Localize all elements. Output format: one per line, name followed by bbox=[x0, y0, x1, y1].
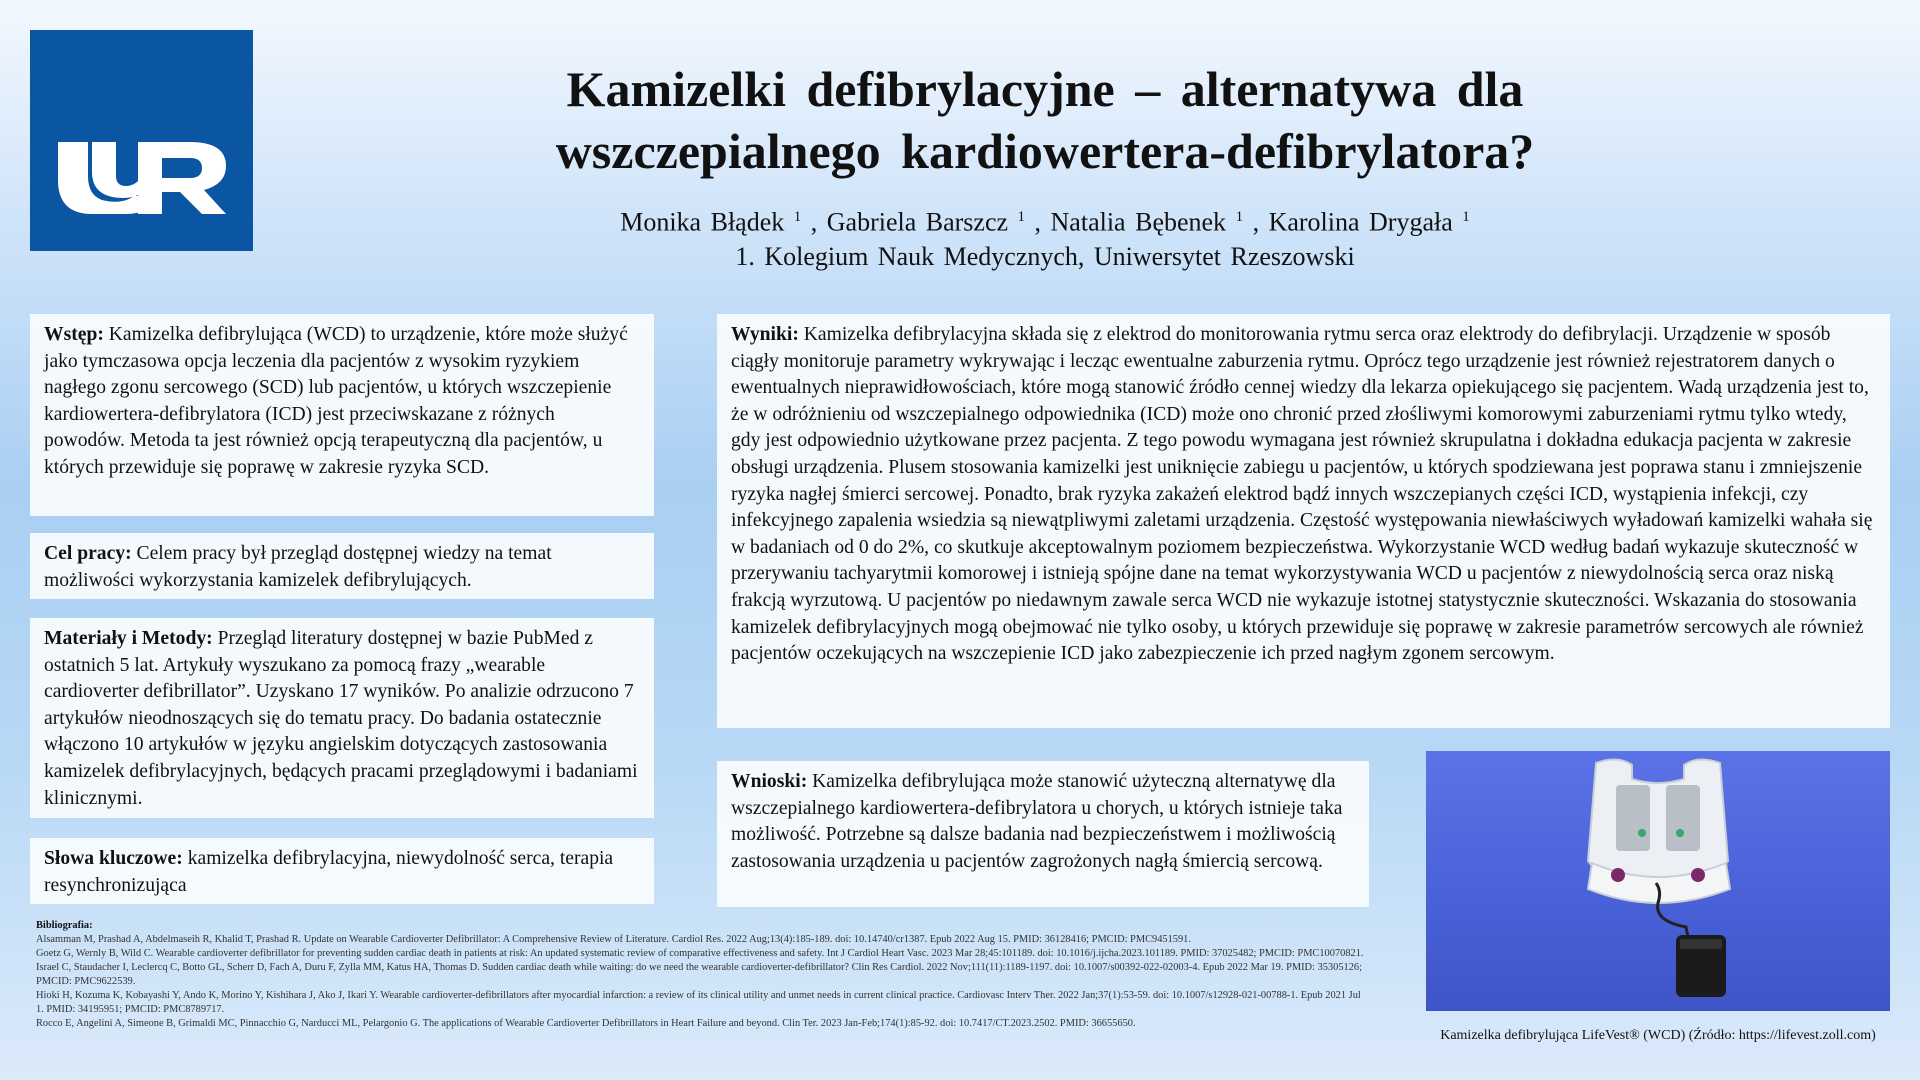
title-line-2: wszczepialnego kardiowertera-defibrylatora? bbox=[555, 123, 1535, 179]
methods-text: Przegląd literatury dostępnej w bazie PubMed z ostatnich 5 lat. Artykuły wyszukano za pomocą frazy „wearable cardioverter defibrillator”. Uzyskano 17 wyników. Po analizie odrzucono 7 artykułów nieodnoszących się do tematu pracy. Do badania ostatecznie włączono 10 artykułów w języku angielskim dotyczących zastosowania kamizelek defibrylacyjnych, będących pracami przeglądowymi i badaniami klinicznymi. bbox=[44, 628, 638, 809]
bibliography-item: Hioki H, Kozuma K, Kobayashi Y, Ando K, Morino Y, Kishihara J, Ako J, Ikari Y. Wearable cardioverter-defibrillators after myocardial infarction: a review of its clinical utility and unmet needs in current clinical practice. Cardiovasc Interv Ther. 2022 Jan;37(1):53-59. doi: 10.1007/s12928-021-00788-1. Epub 2021 Jul 1. PMID: 34195951; PMCID: PMC8789717. bbox=[36, 990, 1361, 1015]
aim-section bbox=[30, 533, 654, 599]
results-text: Kamizelka defibrylacyjna składa się z elektrod do monitorowania rytmu serca oraz elektrody do defibrylacji. Urządzenie w sposób ciągły monitoruje parametry wykrywając i lecząc ewentualne zaburzenia rytmu. Oprócz tego urządzenie jest również rejestratorem danych o ewentualnych nieprawidłowościach, które mogą stanowić źródło cennej wiedzy dla lekarza opiekującego się pacjentem. Wadą urządzenia jest to, że w odróżnieniu od wszczepialnego odpowiednika (ICD) może ono chronić przed złośliwymi komorowymi zaburzeniami rytmu tylko wtedy, gdy jest odpowiednio użytkowane przez pacjenta. Z tego powodu wymagana jest również skrupulatna i dokładna edukacja pacjenta w zakresie obsługi urządzenia. Plusem stosowania kamizelki jest uniknięcie zabiegu u pacjentów, u których spodziewana jest poprawa stanu i zmniejszenie ryzyka nagłej śmierci sercowej. Ponadto, brak ryzyka zakażeń elektrod bądź innych wszczepianych części ICD, wystąpienia infekcji, czy infekcyjnego zapalenia wsiedzia są niewątpliwymi zaletami urządzenia. Częstość występowania niewłaściwych wyładowań kamizelki wahała się w badaniach od 0 do 2%, co skutkuje akceptowalnym poziomem bezpieczeństwa. Wykorzystanie WCD według badań wykazuje skuteczność w przerywaniu tachyarytmii komorowej i istnieją spójne dane na temat wykorzystywania WCD u pacjentów z niewydolnością serca oraz niską frakcją wyrzutową. U pacjentów po niedawnym zawale serca WCD nie wykazuje istotnej statystycznie skuteczności. Wskazania do stosowania kamizelek defibrylacyjnych mogą obejmować nie tylko osoby, u których przewiduje się poprawę w zakresie parametrów sercowych ale również pacjentów oczekujących na wszczepienie ICD jako zabezpieczenie ich przed nagłym zgonem sercowym. bbox=[731, 324, 1873, 665]
bibliography-item: Alsamman M, Prashad A, Abdelmaseih R, Khalid T, Prashad R. Update on Wearable Cardioverter Defibrillator: A Comprehensive Review of Literature. Cardiol Res. 2022 Aug;13(4):185-189. doi: 10.14740/cr1387. Epub 2022 Aug 15. PMID: 36128416; PMCID: PMC9451591. bbox=[36, 934, 1191, 945]
results-section bbox=[717, 314, 1890, 728]
methods-section bbox=[30, 618, 654, 818]
aim-heading: Cel pracy: bbox=[44, 543, 132, 564]
affiliation-mark: 1 bbox=[1462, 209, 1470, 225]
conclusions-heading: Wnioski: bbox=[731, 771, 808, 792]
author-3: Natalia Bębenek bbox=[1050, 207, 1227, 237]
conclusions-section bbox=[717, 761, 1369, 907]
results-heading: Wyniki: bbox=[731, 324, 799, 345]
affiliation-mark: 1 bbox=[793, 209, 802, 225]
authors-block bbox=[300, 200, 1790, 274]
bibliography-item: Israel C, Staudacher I, Leclercq C, Botto GL, Scherr D, Fach A, Duru F, Zylla MM, Katus HA, Thomas D. Sudden cardiac death while waiting: do we need the wearable cardioverter-defibrillator? Clin Res Cardiol. 2022 Nov;111(11):1189-1197. doi: 10.1007/s00392-022-02003-4. Epub 2022 Mar 19. PMID: 35305126; PMCID: PMC9622539. bbox=[36, 962, 1362, 987]
university-logo bbox=[30, 30, 253, 251]
affiliation: 1. Kolegium Nauk Medycznych, Uniwersytet Rzeszowski bbox=[735, 241, 1355, 271]
keywords-text: kamizelka defibrylacyjna, niewydolność serca, terapia resynchronizująca bbox=[44, 848, 614, 896]
intro-text: Kamizelka defibrylująca (WCD) to urządzenie, które może służyć jako tymczasowa opcja leczenia dla pacjentów z wysokim ryzykiem nagłego zgonu sercowego (SCD) lub pacjentów, u których wszczepienie kardiowertera-defibrylatora (ICD) jest przeciwskazane z różnych powodów. Metoda ta jest również opcją terapeutyczną dla pacjentów, u których przewiduje się poprawę w zakresie ryzyka SCD. bbox=[44, 324, 628, 478]
bibliography-item: Goetz G, Wernly B, Wild C. Wearable cardioverter defibrillator for preventing sudden cardiac death in patients at risk: An updated systematic review of comparative effectiveness and safety. Int J Cardiol Heart Vasc. 2023 Mar 28;45:101189. doi: 10.1016/j.ijcha.2023.101189. PMID: 37025482; PMCID: PMC10070821. bbox=[36, 948, 1364, 959]
intro-section bbox=[30, 314, 654, 516]
keywords-heading: Słowa kluczowe: bbox=[44, 848, 183, 869]
defibrillator-vest-icon bbox=[1426, 751, 1890, 1011]
poster-title bbox=[300, 58, 1790, 182]
bibliography-item: Rocco E, Angelini A, Simeone B, Grimaldi MC, Pinnacchio G, Narducci ML, Pelargonio G. The applications of Wearable Cardioverter Defibrillators in Heart Failure and beyond. Clin Ter. 2023 Jan-Feb;174(1):85-92. doi: 10.7417/CT.2023.2502. PMID: 36655650. bbox=[36, 1018, 1136, 1029]
ur-logo-icon bbox=[30, 30, 253, 251]
figure-caption: Kamizelka defibrylująca LifeVest® (WCD) (Źródło: https://lifevest.zoll.com) bbox=[1440, 1028, 1876, 1043]
bibliography-heading: Bibliografia: bbox=[36, 920, 93, 931]
intro-heading: Wstęp: bbox=[44, 324, 104, 345]
affiliation-mark: 1 bbox=[1235, 209, 1244, 225]
title-line-1: Kamizelki defibrylacyjne – alternatywa dla bbox=[566, 61, 1524, 117]
bibliography bbox=[36, 919, 1366, 1031]
vest-photo bbox=[1426, 751, 1890, 1011]
author-2: Gabriela Barszcz bbox=[826, 207, 1009, 237]
methods-heading: Materiały i Metody: bbox=[44, 628, 213, 649]
author-4: Karolina Drygała bbox=[1268, 207, 1453, 237]
author-list: Monika Błądek $^1$ , Gabriela Barszcz $^1$ , Natalia Bębenek $^1$ , Karolina Drygała $^1$ bbox=[620, 207, 1470, 237]
keywords-section bbox=[30, 838, 654, 904]
conclusions-text: Kamizelka defibrylująca może stanowić użyteczną alternatywę dla wszczepialnego kardiowertera-defibrylatora u chorych, u których istnieje taka możliwość. Potrzebne są dalsze badania nad bezpieczeństwem i możliwością zastosowania urządzenia u pacjentów zagrożonych nagłą śmiercią sercową. bbox=[731, 771, 1343, 872]
author-1: Monika Błądek bbox=[620, 207, 785, 237]
affiliation-mark: 1 bbox=[1017, 209, 1026, 225]
aim-text: Celem pracy był przegląd dostępnej wiedzy na temat możliwości wykorzystania kamizelek defibrylujących. bbox=[44, 543, 552, 591]
